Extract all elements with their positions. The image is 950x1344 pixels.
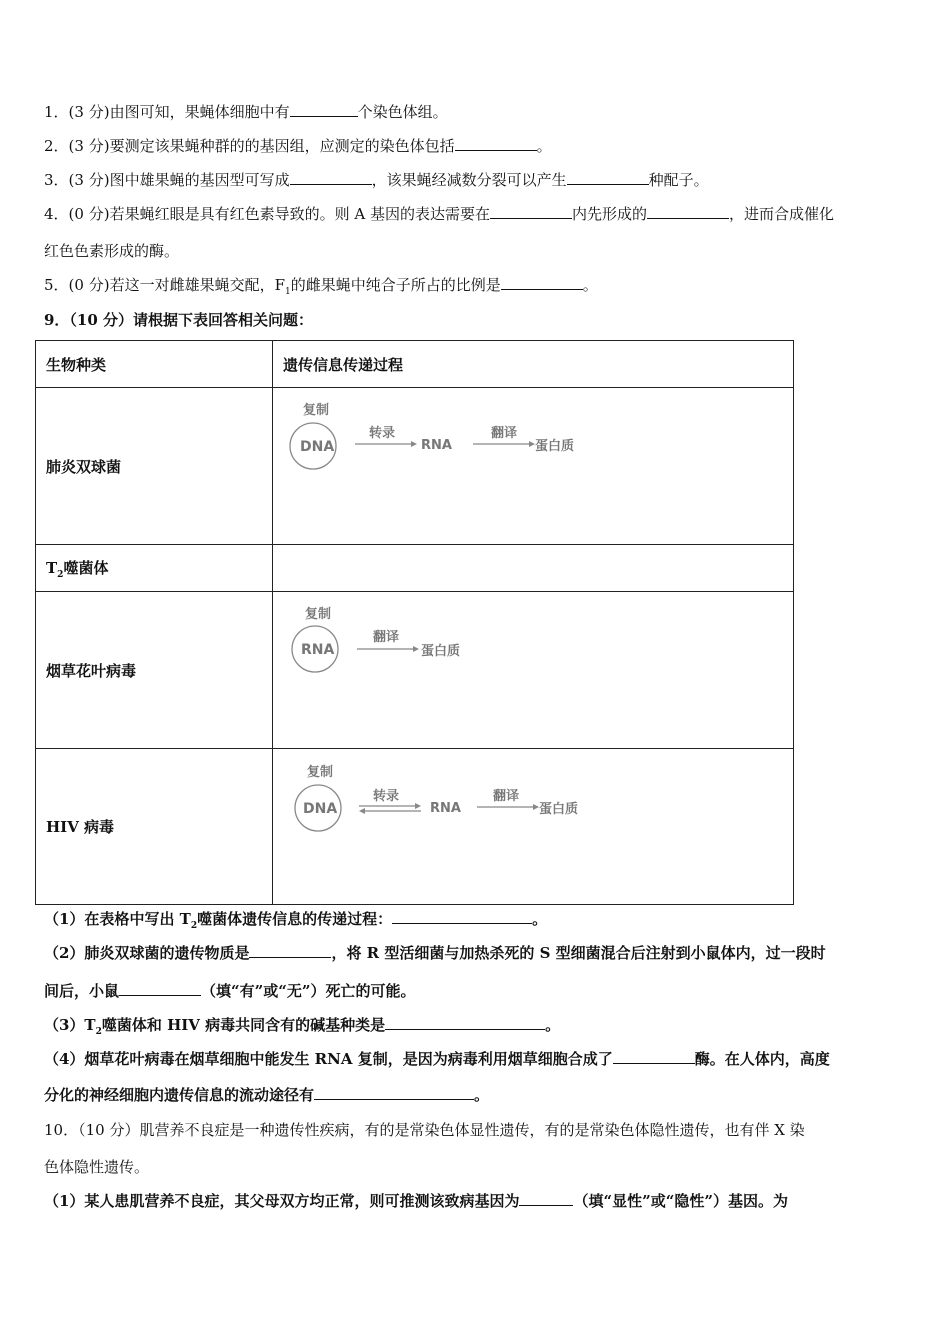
question-text: 。 xyxy=(532,910,548,928)
process-cell xyxy=(273,749,794,905)
question-text: 由图可知，果蝇体细胞中有 xyxy=(109,103,290,121)
question-4 xyxy=(44,203,834,225)
protein-label: 蛋白质 xyxy=(535,439,575,454)
answer-blank[interactable] xyxy=(613,1048,695,1064)
table-row xyxy=(36,545,794,592)
question-text: 内先形成的 xyxy=(571,205,647,223)
arrow-head-icon xyxy=(411,441,417,447)
question-text: ，该果蝇经减数分裂可以产生 xyxy=(371,171,567,189)
question-text: 酶。在人体内，高度 xyxy=(694,1050,830,1068)
question-text: 间后，小鼠 xyxy=(44,982,120,1000)
question-10 xyxy=(44,1119,805,1141)
question-text: 噬菌体和 HIV 病毒共同含有的碱基种类是 xyxy=(101,1016,386,1034)
rna-label: RNA xyxy=(430,800,461,816)
protein-label: 蛋白质 xyxy=(421,644,461,659)
question-text: 。 xyxy=(582,276,598,294)
q9-subquestion-1 xyxy=(44,908,547,937)
table-header-process: 遗传信息传递过程 xyxy=(273,341,794,388)
answer-blank[interactable] xyxy=(501,274,583,290)
question-text: 肌营养不良症是一种遗传性疾病，有的是常染色体显性遗传，有的是常染色体隐性遗传，也有伴 X 染 xyxy=(139,1121,805,1139)
question-9-heading: 9．（10 分）请根据下表回答相关问题： xyxy=(44,311,314,329)
table-header-organism: 生物种类 xyxy=(36,341,273,388)
question-text: 若果蝇红眼是具有红色素导致的。则 A 基因的表达需要在 xyxy=(109,205,490,223)
answer-blank[interactable] xyxy=(455,135,537,151)
question-text: 个染色体组。 xyxy=(357,103,448,121)
subscript: 1 xyxy=(285,287,291,297)
question-number: 4． xyxy=(44,205,69,223)
question-text: 红色色素形成的酶。 xyxy=(44,242,180,260)
dna-rna-protein-diagram xyxy=(273,389,793,539)
transcribe-label: 转录 xyxy=(369,426,396,441)
question-score: (3 分) xyxy=(68,171,110,189)
arrow-head-icon xyxy=(413,646,419,652)
subscript: 2 xyxy=(95,1027,102,1037)
organism-cell: 肺炎双球菌 xyxy=(36,388,273,545)
question-score: (0 分) xyxy=(68,205,110,223)
protein-label: 蛋白质 xyxy=(539,801,579,817)
question-text: （2）肺炎双球菌的遗传物质是 xyxy=(44,944,250,962)
question-text: （3）T xyxy=(44,1016,96,1034)
replicate-label: 复制 xyxy=(305,607,332,622)
answer-blank[interactable] xyxy=(290,101,358,117)
answer-blank[interactable] xyxy=(290,169,372,185)
genetic-info-table xyxy=(35,340,794,905)
organism-cell xyxy=(36,545,273,592)
answer-blank[interactable] xyxy=(385,1014,545,1030)
answer-blank[interactable] xyxy=(119,980,201,996)
replicate-label: 复制 xyxy=(307,764,334,780)
question-text: （填“有”或“无”）死亡的可能。 xyxy=(201,982,416,1000)
organism-cell: HIV 病毒 xyxy=(36,749,273,905)
question-text: 噬菌体遗传信息的传递过程： xyxy=(197,910,393,928)
question-1 xyxy=(44,101,448,123)
question-score: (3 分) xyxy=(68,103,110,121)
process-cell xyxy=(273,388,794,545)
question-text: 。 xyxy=(474,1086,490,1104)
arrow-head-icon xyxy=(415,803,421,809)
answer-blank[interactable] xyxy=(249,942,331,958)
q9-subquestion-4 xyxy=(44,1048,830,1070)
subscript: 2 xyxy=(190,921,198,931)
rna-label: RNA xyxy=(421,438,452,453)
transcribe-label: 转录 xyxy=(373,788,400,804)
subscript: 2 xyxy=(57,569,64,580)
question-text: （4）烟草花叶病毒在烟草细胞中能发生 RNA 复制，是因为病毒利用烟草细胞合成了 xyxy=(44,1050,613,1068)
question-4-cont xyxy=(44,240,179,262)
answer-blank[interactable] xyxy=(314,1084,474,1100)
answer-blank[interactable] xyxy=(567,169,649,185)
q9-subquestion-2-cont xyxy=(44,980,416,1002)
question-text: ，将 R 型活细菌与加热杀死的 S 型细菌混合后注射到小鼠体内，过一段时 xyxy=(331,944,826,962)
process-cell xyxy=(273,592,794,749)
question-number: 10．（10 分） xyxy=(44,1121,140,1139)
question-text: ，进而合成催化 xyxy=(728,205,834,223)
question-text: 要测定该果蝇种群的的基因组，应测定的染色体包括 xyxy=(109,137,455,155)
replicate-label: 复制 xyxy=(303,403,330,418)
answer-blank[interactable] xyxy=(392,908,532,924)
organism-text: 噬菌体 xyxy=(63,558,109,577)
question-text: 图中雄果蝇的基因型可写成 xyxy=(109,171,290,189)
dna-label: DNA xyxy=(300,439,335,455)
question-10-cont xyxy=(44,1156,149,1178)
question-text: 的雌果蝇中纯合子所占的比例是 xyxy=(290,276,501,294)
q9-subquestion-3 xyxy=(44,1014,560,1043)
organism-cell: 烟草花叶病毒 xyxy=(36,592,273,749)
dna-label: DNA xyxy=(303,800,338,817)
question-text: 。 xyxy=(536,137,552,155)
q10-subquestion-1 xyxy=(44,1190,788,1212)
hiv-diagram xyxy=(273,750,793,900)
arrow-head-icon xyxy=(359,808,365,814)
question-text: （1）在表格中写出 T xyxy=(44,910,191,928)
question-score: (0 分) xyxy=(68,276,110,294)
table-row xyxy=(36,749,794,905)
process-cell-empty[interactable] xyxy=(273,545,794,592)
translate-label: 翻译 xyxy=(491,426,518,441)
table-header-row xyxy=(36,341,794,388)
question-number: 5． xyxy=(44,276,69,294)
q9-subquestion-4-cont xyxy=(44,1084,489,1106)
answer-blank[interactable] xyxy=(647,203,729,219)
question-number: 1． xyxy=(44,103,69,121)
q9-subquestion-2 xyxy=(44,942,826,964)
question-text: 若这一对雌雄果蝇交配，F xyxy=(109,276,285,294)
question-score: (3 分) xyxy=(68,137,110,155)
answer-blank[interactable] xyxy=(490,203,572,219)
translate-label: 翻译 xyxy=(493,788,520,804)
translate-label: 翻译 xyxy=(373,630,400,645)
table-row xyxy=(36,388,794,545)
answer-blank[interactable] xyxy=(519,1190,573,1206)
question-text: 分化的神经细胞内遗传信息的流动途径有 xyxy=(44,1086,315,1104)
rna-protein-diagram xyxy=(273,593,793,743)
question-text: 种配子。 xyxy=(648,171,709,189)
table-row xyxy=(36,592,794,749)
organism-text: T xyxy=(46,558,58,577)
question-number: 2． xyxy=(44,137,69,155)
question-5 xyxy=(44,274,598,303)
question-number: 3． xyxy=(44,171,69,189)
question-text: 色体隐性遗传。 xyxy=(44,1158,150,1176)
question-3 xyxy=(44,169,709,191)
question-text: （1）某人患肌营养不良症，其父母双方均正常，则可推测该致病基因为 xyxy=(44,1192,520,1210)
question-2 xyxy=(44,135,552,157)
rna-label: RNA xyxy=(301,642,335,658)
question-text: （填“显性”或“隐性”）基因。为 xyxy=(573,1192,788,1210)
question-text: 。 xyxy=(545,1016,561,1034)
